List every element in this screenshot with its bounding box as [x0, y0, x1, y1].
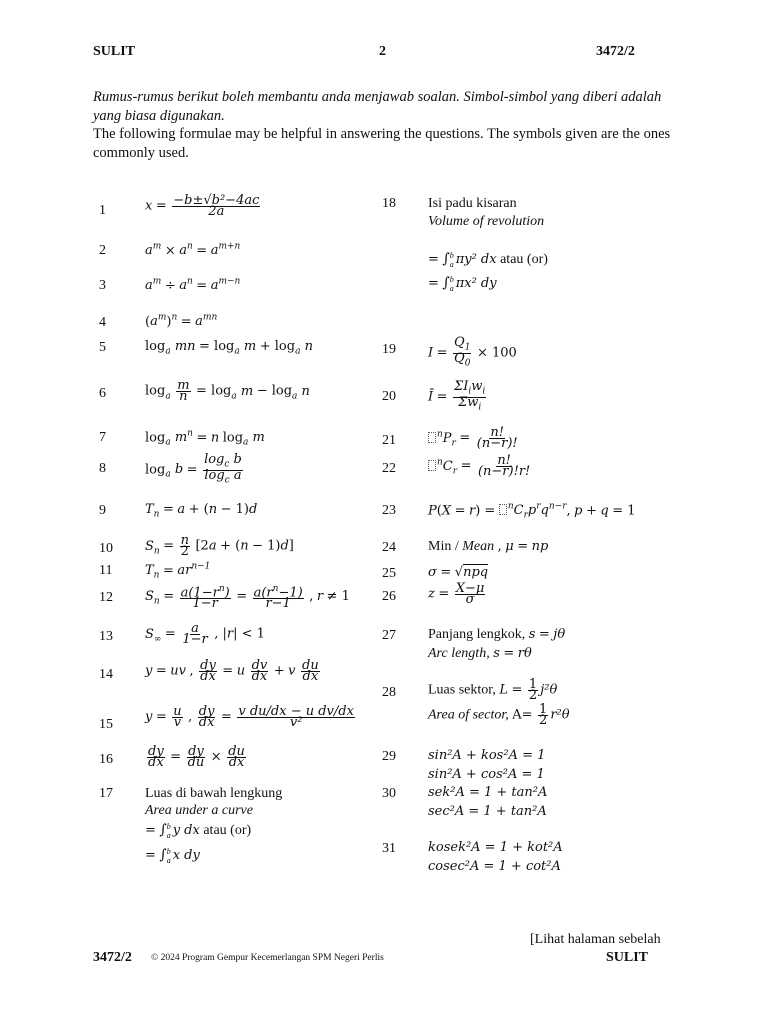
formula-18-integral-x: = ∫ b a πx² dy [428, 275, 497, 293]
formula-18-english: Volume of revolution [428, 214, 545, 229]
formula-number: 19 [382, 342, 396, 357]
formula-number: 10 [99, 541, 113, 556]
formula-11: $T_n = ar^{n-1}$ [145, 562, 211, 581]
formula-22: $^nC_r$ = $\frac{n!}{(n-r)!r!}$ [428, 456, 533, 477]
formula-21: $^nP_r$ = $\frac{n!}{(n-r)!}$ [428, 428, 521, 449]
formula-26: z = $\frac{X-\mu}{\sigma}$ [428, 581, 485, 607]
formula-31-english: cosec²A = 1 + cot²A [428, 859, 561, 874]
formula-number: 29 [382, 749, 396, 764]
formula-number: 4 [99, 315, 106, 330]
atau-or-label: atau (or) [500, 252, 548, 268]
intro-malay: Rumus-rumus berikut boleh membantu anda menjawab soalan. Simbol-simbol yang diberi adalah yang biasa digunakan. [93, 89, 662, 124]
formula-number: 6 [99, 386, 106, 401]
formula-number: 23 [382, 503, 396, 518]
formula-number: 30 [382, 786, 396, 801]
formula-number: 31 [382, 841, 396, 856]
formula-30-english: sec²A = 1 + tan²A [428, 804, 547, 819]
formula-27-english: Arc length, s = rθ [428, 646, 532, 661]
formula-number: 17 [99, 786, 113, 801]
intro-english: The following formulae may be helpful in answering the questions. The symbols given are the ones commonly used. [93, 126, 671, 161]
formula-17-english: Area under a curve [145, 803, 253, 818]
formula-13: $S_\infty$ = $\frac{a}{1-r}$ , |r| < 1 [145, 621, 265, 647]
formula-24: Min / Mean , μ = np [428, 539, 549, 554]
formula-30-malay: sek²A = 1 + tan²A [428, 785, 548, 800]
formula-23: $P(X = r) = ^nC_rp^rq^{n-r}$, p + q = 1 [428, 502, 636, 521]
formula-10: $S_n$ = $\frac{n}{2}$ [2a + (n − 1)d] [145, 533, 294, 559]
arc-length-label-english: Arc length, [428, 646, 490, 661]
formula-1: x = $\frac{\text{−b±√b²−4ac}}{2a}$ [145, 193, 260, 219]
formula-number: 16 [99, 752, 113, 767]
formula-4: $(a^m)^n = a^{mn}$ [145, 313, 218, 330]
formula-16: $\frac{dy}{dx}$ = $\frac{dy}{du}$ × $\frac{du}{dx}$ [148, 744, 245, 770]
formula-number: 5 [99, 340, 106, 355]
formula-number: 13 [99, 629, 113, 644]
formula-12: $S_n$ = $\frac{a(1-r^n)}{1-r}$ = $\frac{a(r^n-1)}{r-1}$ , r ≠ 1 [145, 584, 350, 612]
formula-9: $T_n = a + (n - 1)d$ [145, 502, 258, 520]
formula-number: 9 [99, 503, 106, 518]
formula-6: $\log_a$ $\frac{m}{n}$ = $\log_a m - \log_a n$ [145, 378, 310, 404]
formula-27-malay: Panjang lengkok, s = jθ [428, 627, 566, 642]
formula-8: $\log_a b$ = $\frac{\log_c b}{\log_c a}$ [145, 452, 242, 486]
formula-29-english: sin²A + cos²A = 1 [428, 767, 545, 782]
mean-label-malay: Min / [428, 539, 463, 554]
formula-7: $\log_a m^n = n$ $\log_a m$ [145, 429, 265, 448]
formula-17-integral-x: = ∫ b a x dy [145, 847, 200, 865]
formula-number: 21 [382, 433, 396, 448]
formula-2: $a^m \times a^n = a^{m+n}$ [145, 242, 241, 259]
formula-number: 20 [382, 389, 396, 404]
formula-15: y = $\frac{u}{v}$ , $\frac{dy}{dx}$ = $\frac{\text{v du/dx − u dv/dx}}{\text{v²}}$ [145, 704, 354, 730]
sector-area-label-english: Area of sector, [428, 707, 509, 723]
formula-25: σ = √npq [428, 565, 489, 580]
formula-17-malay: Luas di bawah lengkung [145, 786, 283, 801]
formula-28-english: Area of sector, A= $\frac{1}{2}$ r²θ [428, 702, 570, 728]
formula-number: 7 [99, 430, 106, 445]
footer-sulit: SULIT [606, 950, 649, 965]
header-left: SULIT [93, 44, 136, 59]
formula-number: 3 [99, 278, 106, 293]
arc-length-label-malay: Panjang lengkok, [428, 627, 526, 642]
mean-label-english: Mean [462, 539, 495, 554]
formula-number: 11 [99, 563, 113, 578]
next-page-note: [Lihat halaman sebelah [530, 932, 661, 947]
footer-copyright: © 2024 Program Gempur Kecemerlangan SPM Negeri Perlis [151, 953, 384, 963]
formula-18-integral-y: = ∫ b a πy² dx atau (or) [428, 251, 548, 269]
formula-14: y = uv , $\frac{dy}{dx}$ = u $\frac{dv}{dx}$ + v $\frac{du}{dx}$ [145, 658, 319, 684]
formula-5: $\log_a$ mn = $\log_a m + \log_a n$ [145, 339, 313, 357]
page-number: 2 [379, 44, 386, 59]
formula-29-malay: sin²A + kos²A = 1 [428, 748, 546, 763]
formula-number: 25 [382, 566, 396, 581]
footer-code: 3472/2 [93, 950, 132, 965]
formula-31-malay: kosek²A = 1 + kot²A [428, 840, 563, 855]
formula-number: 18 [382, 196, 396, 211]
header-right: 3472/2 [596, 44, 635, 59]
formula-number: 1 [99, 203, 106, 218]
formula-number: 15 [99, 717, 113, 732]
formula-number: 14 [99, 667, 113, 682]
formula-number: 27 [382, 628, 396, 643]
formula-number: 22 [382, 461, 396, 476]
formula-28-malay: Luas sektor, L = $\frac{1}{2}$ j²θ [428, 677, 558, 703]
formula-number: 28 [382, 685, 396, 700]
formula-number: 12 [99, 590, 113, 605]
formula-3: $a^m \div a^n = a^{m-n}$ [145, 277, 241, 294]
formula-number: 24 [382, 540, 396, 555]
formula-20: Ī = $\Sigma I_iw_i$ $\Sigma w_i$ [428, 379, 486, 413]
formula-number: 2 [99, 243, 106, 258]
formula-number: 8 [99, 461, 106, 476]
formula-19: I = $\frac{Q_1}{Q_0}$ × 100 [428, 335, 517, 369]
sector-area-label-malay: Luas sektor, [428, 682, 496, 698]
atau-or-label: atau (or) [203, 823, 252, 839]
formula-number: 26 [382, 589, 396, 604]
formula-18-malay: Isi padu kisaran [428, 196, 517, 211]
formula-17-integral-y: = ∫ b a y dx atau (or) [145, 822, 252, 840]
